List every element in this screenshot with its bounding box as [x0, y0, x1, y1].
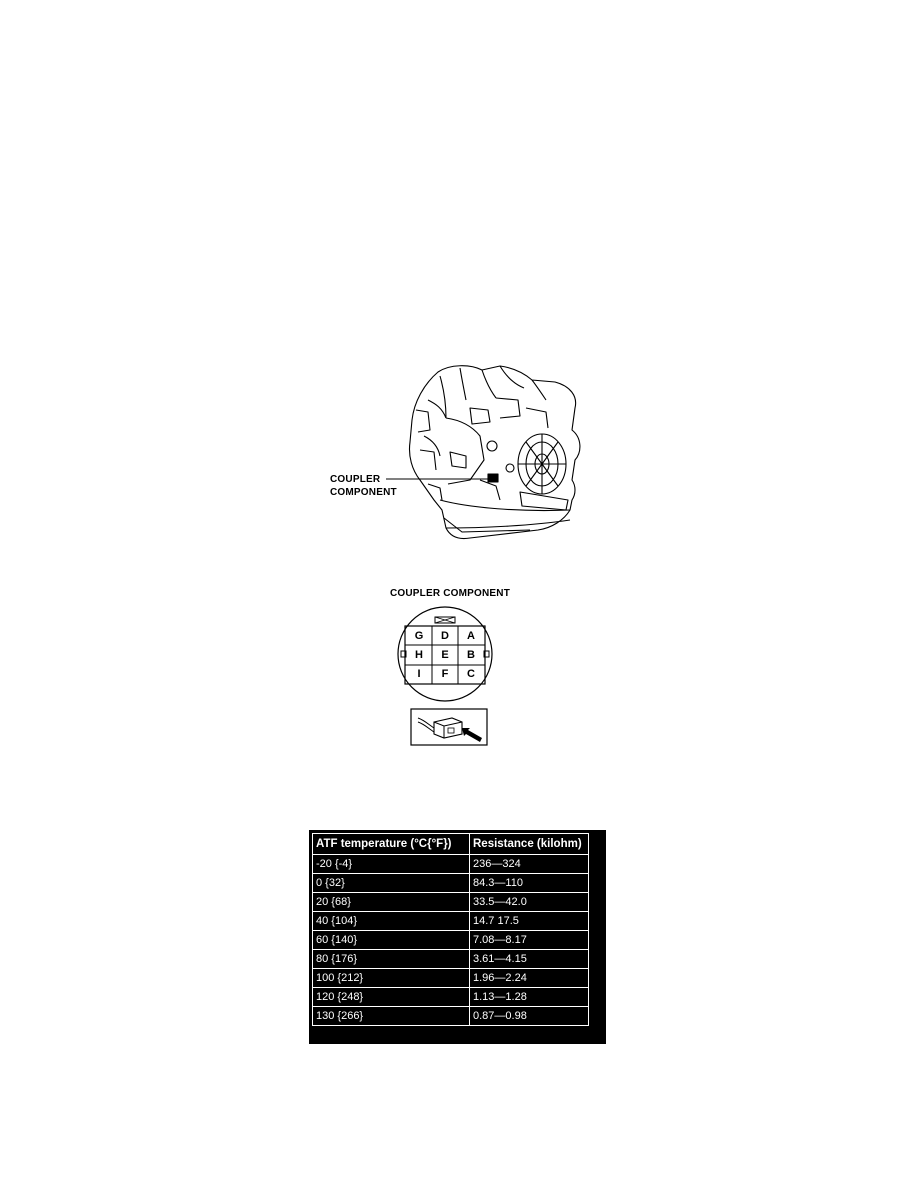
- table-row: [313, 969, 589, 988]
- pin-f: F: [441, 668, 449, 680]
- temperature-cell: 130 {266}: [313, 1007, 470, 1026]
- temperature-cell: 80 {176}: [313, 950, 470, 969]
- temperature-cell: -20 {-4}: [313, 855, 470, 874]
- pin-i: I: [417, 668, 421, 680]
- harness-side-icon: [410, 708, 488, 746]
- table-row: [313, 893, 589, 912]
- header-atf-temperature: ATF temperature (°C{°F}): [313, 834, 470, 855]
- pin-b: B: [467, 649, 475, 661]
- pin-g: G: [414, 630, 424, 642]
- coupler-diagram-title: COUPLER COMPONENT: [389, 588, 511, 599]
- resistance-cell: 1.96—2.24: [470, 969, 589, 988]
- callout-label-line2: COMPONENT: [330, 487, 397, 498]
- table-row: [313, 1007, 589, 1026]
- table-row: [313, 988, 589, 1007]
- pin-c: C: [467, 668, 475, 680]
- resistance-cell: 236—324: [470, 855, 589, 874]
- resistance-cell: 33.5—42.0: [470, 893, 589, 912]
- resistance-cell: 7.08—8.17: [470, 931, 589, 950]
- atf-resistance-table: [312, 833, 589, 1026]
- pin-a: A: [467, 630, 475, 642]
- header-resistance: Resistance (kilohm): [470, 834, 589, 855]
- table-row: [313, 912, 589, 931]
- temperature-cell: 40 {104}: [313, 912, 470, 931]
- callout-label-line1: COUPLER: [330, 474, 381, 485]
- temperature-cell: 0 {32}: [313, 874, 470, 893]
- transmission-drawing: [320, 360, 610, 560]
- pin-e: E: [441, 649, 449, 661]
- table-row: [313, 855, 589, 874]
- table-row: [313, 950, 589, 969]
- pin-h: H: [415, 649, 423, 661]
- temperature-cell: 100 {212}: [313, 969, 470, 988]
- resistance-cell: 0.87—0.98: [470, 1007, 589, 1026]
- temperature-cell: 120 {248}: [313, 988, 470, 1007]
- pin-d: D: [441, 630, 449, 642]
- temperature-cell: 60 {140}: [313, 931, 470, 950]
- resistance-cell: 1.13—1.28: [470, 988, 589, 1007]
- resistance-cell: 14.7 17.5: [470, 912, 589, 931]
- temperature-cell: 20 {68}: [313, 893, 470, 912]
- resistance-cell: 3.61—4.15: [470, 950, 589, 969]
- table-header-row: [313, 834, 589, 855]
- table-row: [313, 931, 589, 950]
- transmission-illustration: [320, 360, 610, 560]
- resistance-cell: 84.3—110: [470, 874, 589, 893]
- coupler-connector-diagram: [395, 604, 495, 704]
- resistance-table-container: [309, 830, 606, 1044]
- table-row: [313, 874, 589, 893]
- connector-view-icon: [410, 708, 488, 746]
